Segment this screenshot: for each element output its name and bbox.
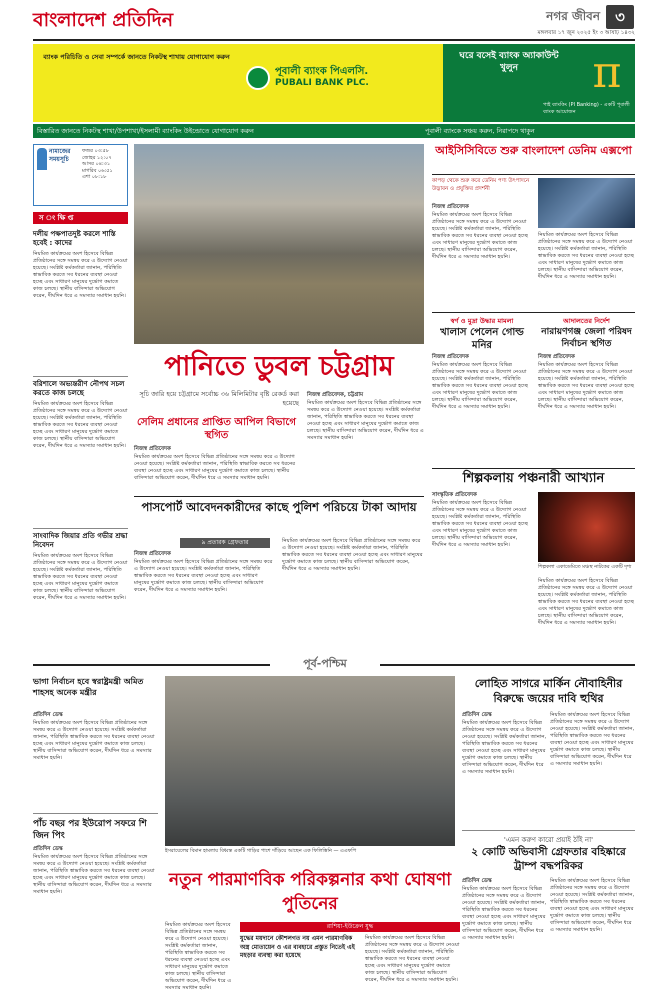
prayer-time-row: মাগরিব ০৬:৫১ [82,167,113,174]
sidebar-item-title: দলীয় পক্ষপাতদুষ্ট করলে শাস্তি হবেই : কাদের [33,230,116,247]
issue-date: মঙ্গলবার ১৭ জুন ২০২৫ ইং ৩ আষাঢ় ১৪৩২ [537,30,635,36]
sidebar-item-title: বরিশালে অভ্যন্তরীণ নৌপথ সচল করতে কাজ চলছে [33,380,125,397]
section-label: পূর্ব-পশ্চিম [270,655,380,673]
passport-body: নিয়মিত কার্যক্রমের অংশ হিসেবে বিভিন্ন প্রতিষ্ঠানের সঙ্গে সমন্বয় করে এ উদ্যোগ নেওয়া হয়েছে। সংশ্লিষ্ট কর্মকর্তারা জানান, পরিস্থিতি স্বাভাবিক করতে সব ধরনের ব্যবস্থা নেওয়া হচ্ছে এবং সাধারণ মানুষের দুর্ভোগ কমাতে কাজ চলছে। স্থানীয় বাসিন্দারা অভিযোগ করেন, দীর্ঘদিন ধরে এ সমস্যার সমাধান হয়নি। [134,559,273,593]
redsea-body-col2: নিয়মিত কার্যক্রমের অংশ হিসেবে বিভিন্ন প্রতিষ্ঠানের সঙ্গে সমন্বয় করে এ উদ্যোগ নেওয়া হয়েছে। সংশ্লিষ্ট কর্মকর্তারা জানান, পরিস্থিতি স্বাভাবিক করতে সব ধরনের ব্যবস্থা নেওয়া হচ্ছে এবং সাধারণ মানুষের দুর্ভোগ কমাতে কাজ চলছে। স্থানীয় বাসিন্দারা অভিযোগ করেন, দীর্ঘদিন ধরে এ সমস্যার সমাধান হয়নি। [550,712,635,767]
sidebar-item [33,532,128,665]
election-byline: নিজস্ব প্রতিবেদক [538,354,575,360]
selim-body: নিয়মিত কার্যক্রমের অংশ হিসেবে বিভিন্ন প্রতিষ্ঠানের সঙ্গে সমন্বয় করে এ উদ্যোগ নেওয়া হয়েছে। সংশ্লিষ্ট কর্মকর্তারা জানান, পরিস্থিতি স্বাভাবিক করতে সব ধরনের ব্যবস্থা নেওয়া হচ্ছে এবং সাধারণ মানুষের দুর্ভোগ কমাতে কাজ চলছে। স্থানীয় বাসিন্দারা অভিযোগ করেন, দীর্ঘদিন ধরে এ সমস্যার সমাধান হয়নি। [134,454,296,481]
sidebar-item [33,230,128,381]
art-body: নিয়মিত কার্যক্রমের অংশ হিসেবে বিভিন্ন প্রতিষ্ঠানের সঙ্গে সমন্বয় করে এ উদ্যোগ নেওয়া হয়েছে। সংশ্লিষ্ট কর্মকর্তারা জানান, পরিস্থিতি স্বাভাবিক করতে সব ধরনের ব্যবস্থা নেওয়া হচ্ছে এবং সাধারণ মানুষের দুর্ভোগ কমাতে কাজ চলছে। স্থানীয় বাসিন্দারা অভিযোগ করেন, দীর্ঘদিন ধরে এ সমস্যার সমাধান হয়নি। [432,500,529,548]
trump-quote: 'এমন করুণ কারো প্রয়াই ঠাঁই না' [503,836,594,844]
passport-byline: নিজস্ব প্রতিবেদক [134,551,171,557]
header-rule [33,39,635,41]
main-body: নিয়মিত কার্যক্রমের অংশ হিসেবে বিভিন্ন প্রতিষ্ঠানের সঙ্গে সমন্বয় করে এ উদ্যোগ নেওয়া হয়েছে। সংশ্লিষ্ট কর্মকর্তারা জানান, পরিস্থিতি স্বাভাবিক করতে সব ধরনের ব্যবস্থা নেওয়া হচ্ছে এবং সাধারণ মানুষের দুর্ভোগ কমাতে কাজ চলছে। স্থানীয় বাসিন্দারা অভিযোগ করেন, দীর্ঘদিন ধরে এ সমস্যার সমাধান হয়নি। [307,400,424,441]
sidebar-item-body: নিয়মিত কার্যক্রমের অংশ হিসেবে বিভিন্ন প্রতিষ্ঠানের সঙ্গে সমন্বয় করে এ উদ্যোগ নেওয়া হয়েছে। সংশ্লিষ্ট কর্মকর্তারা জানান, পরিস্থিতি স্বাভাবিক করতে সব ধরনের ব্যবস্থা নেওয়া হচ্ছে এবং সাধারণ মানুষের দুর্ভোগ কমাতে কাজ চলছে। স্থানীয় বাসিন্দারা অভিযোগ করেন, দীর্ঘদিন ধরে এ সমস্যার সমাধান হয়নি। [33,401,128,449]
election-label: আদালতের নির্দেশ [563,317,610,325]
trump-body-col2: নিয়মিত কার্যক্রমের অংশ হিসেবে বিভিন্ন প্রতিষ্ঠানের সঙ্গে সমন্বয় করে এ উদ্যোগ নেওয়া হয়েছে। সংশ্লিষ্ট কর্মকর্তারা জানান, পরিস্থিতি স্বাভাবিক করতে সব ধরনের ব্যবস্থা নেওয়া হচ্ছে এবং সাধারণ মানুষের দুর্ভোগ কমাতে কাজ চলছে। স্থানীয় বাসিন্দারা অভিযোগ করেন, দীর্ঘদিন ধরে এ সমস্যার সমাধান হয়নি। [550,878,635,933]
divider [432,468,635,469]
sidebar-item-body: নিয়মিত কার্যক্রমের অংশ হিসেবে বিভিন্ন প্রতিষ্ঠানের সঙ্গে সমন্বয় করে এ উদ্যোগ নেওয়া হয়েছে। সংশ্লিষ্ট কর্মকর্তারা জানান, পরিস্থিতি স্বাভাবিক করতে সব ধরনের ব্যবস্থা নেওয়া হচ্ছে এবং সাধারণ মানুষের দুর্ভোগ কমাতে কাজ চলছে। স্থানীয় বাসিন্দারা অভিযোগ করেন, দীর্ঘদিন ধরে এ সমস্যার সমাধান হয়নি। [33,251,128,299]
main-headline: পানিতে ডুবল চট্টগ্রাম [164,351,394,382]
west-headline-1: ভাগা নির্বাচন হবে স্বরাষ্ট্রমন্ত্রী অমিত শাহসহ অনেক মন্ত্রীর [33,677,144,697]
gold-byline: নিজস্ব প্রতিবেদক [432,354,469,360]
redsea-byline: প্রতিদিন ডেস্ক [462,712,492,718]
newspaper-logo: বাংলাদেশ প্রতিদিন [33,9,174,31]
denim-photo [538,178,635,228]
main-deck: সূচি জারি হয়ে চট্টগ্রামে সর্বোচ্চ ৩৬ মিলিমিটার বৃষ্টি রেকর্ড করা হয়েছে [139,390,299,407]
putin-box: যুদ্ধের ময়দানে কৌশলগত নয় এমন পারমাণবিক অস্ত্র মোতায়েন ও এর ব্যবহারে প্রস্তুত নিতেই এই মহড়ার ব্যবস্থা করা হয়েছে [240,935,355,959]
stage-photo [538,492,635,562]
gold-body: নিয়মিত কার্যক্রমের অংশ হিসেবে বিভিন্ন প্রতিষ্ঠানের সঙ্গে সমন্বয় করে এ উদ্যোগ নেওয়া হয়েছে। সংশ্লিষ্ট কর্মকর্তারা জানান, পরিস্থিতি স্বাভাবিক করতে সব ধরনের ব্যবস্থা নেওয়া হচ্ছে এবং সাধারণ মানুষের দুর্ভোগ কমাতে কাজ চলছে। স্থানীয় বাসিন্দারা অভিযোগ করেন, দীর্ঘদিন ধরে এ সমস্যার সমাধান হয়নি। [432,362,529,410]
divider [33,813,158,814]
redsea-body: নিয়মিত কার্যক্রমের অংশ হিসেবে বিভিন্ন প্রতিষ্ঠানের সঙ্গে সমন্বয় করে এ উদ্যোগ নেওয়া হয়েছে। সংশ্লিষ্ট কর্মকর্তারা জানান, পরিস্থিতি স্বাভাবিক করতে সব ধরনের ব্যবস্থা নেওয়া হচ্ছে এবং সাধারণ মানুষের দুর্ভোগ কমাতে কাজ চলছে। স্থানীয় বাসিন্দারা অভিযোগ করেন, দীর্ঘদিন ধরে এ সমস্যার সমাধান হয়নি। [462,720,547,775]
selim-headline: সেলিম প্রধানের প্রাপ্তিত আপিল বিভাগে স্থগিত [137,417,296,441]
pi-logo-icon: π [592,47,622,98]
ad-bottom-right: পূবালী ব্যাংকে সঞ্চয় করুন, নিরাপদে থাকুন [425,127,535,135]
election-headline: নারায়ণগঞ্জ জেলা পরিষদ নির্বাচন স্থগিত [541,327,632,349]
bank-logo-icon [246,66,270,90]
page-number: ৩ [606,5,634,29]
redsea-headline: লোহিত সাগরে মার্কিন নৌবাহিনীর বিরুদ্ধে জয়ের দাবি হুথির [474,677,623,705]
mosque-icon [37,148,47,170]
sidebar-item-title: সাংবাদিক জিয়ার প্রতি গভীর শ্রদ্ধা নিবেদন [33,532,128,549]
art-byline: সাংস্কৃতিক প্রতিবেদক [432,492,477,498]
trump-body: নিয়মিত কার্যক্রমের অংশ হিসেবে বিভিন্ন প্রতিষ্ঠানের সঙ্গে সমন্বয় করে এ উদ্যোগ নেওয়া হয়েছে। সংশ্লিষ্ট কর্মকর্তারা জানান, পরিস্থিতি স্বাভাবিক করতে সব ধরনের ব্যবস্থা নেওয়া হচ্ছে এবং সাধারণ মানুষের দুর্ভোগ কমাতে কাজ চলছে। স্থানীয় বাসিন্দারা অভিযোগ করেন, দীর্ঘদিন ধরে এ সমস্যার সমাধান হয়নি। [462,886,547,941]
ad-product: পাই ব্যাংকিং (PI Banking) - একটি পূবালী ব্যাংক আয়োজন [543,102,630,115]
section-title: নগর জীবন [546,9,600,23]
ad-slogan: ঘরে বসেই ব্যাংক অ্যাকাউন্ট খুলুন [459,51,559,73]
west-byline-1: প্রতিদিন ডেস্ক [33,712,63,718]
divider [33,376,128,377]
pubali-bank-ad[interactable] [33,44,635,122]
masthead [33,8,223,36]
art-caption: শিল্পকলা একাডেমিতে মঞ্চস্থ নাটকের একটি দৃশ্য [538,564,632,570]
ad-right-panel [443,44,635,122]
passport-headline: পাসপোর্ট আবেদনকারীদের কাছে পুলিশ পরিচয়ে টাকা আদায় [141,500,417,514]
west-body-2: নিয়মিত কার্যক্রমের অংশ হিসেবে বিভিন্ন প্রতিষ্ঠানের সঙ্গে সমন্বয় করে এ উদ্যোগ নেওয়া হয়েছে। সংশ্লিষ্ট কর্মকর্তারা জানান, পরিস্থিতি স্বাভাবিক করতে সব ধরনের ব্যবস্থা নেওয়া হচ্ছে এবং সাধারণ মানুষের দুর্ভোগ কমাতে কাজ চলছে। স্থানীয় বাসিন্দারা অভিযোগ করেন, দীর্ঘদিন ধরে এ সমস্যার সমাধান হয়নি। [33,854,155,895]
passport-body-col2: নিয়মিত কার্যক্রমের অংশ হিসেবে বিভিন্ন প্রতিষ্ঠানের সঙ্গে সমন্বয় করে এ উদ্যোগ নেওয়া হয়েছে। সংশ্লিষ্ট কর্মকর্তারা জানান, পরিস্থিতি স্বাভাবিক করতে সব ধরনের ব্যবস্থা নেওয়া হচ্ছে এবং সাধারণ মানুষের দুর্ভোগ কমাতে কাজ চলছে। স্থানীয় বাসিন্দারা অভিযোগ করেন, দীর্ঘদিন ধরে এ সমস্যার সমাধান হয়নি। [282,538,423,572]
west-byline-2: প্রতিদিন ডেস্ক [33,846,63,852]
sidebar-item [33,380,128,531]
flood-photo [134,144,424,344]
prayer-time-row: আসর ০৪:৩১ [82,161,111,167]
ad-bottom-left: বিস্তারিত জানতে নিকটস্থ শাখা/উপশাখা/ইসলামী ব্যাংকিং উইন্ডোতে যোগাযোগ করুন [37,127,254,135]
west-headline-2: পাঁচ বছর পর ইউরোপ সফরে শি জিন পিং [33,819,147,841]
expo-byline: নিজস্ব প্রতিবেদক [432,204,469,210]
divider [462,830,635,831]
divider [432,312,635,313]
putin-body-col2: নিয়মিত কার্যক্রমের অংশ হিসেবে বিভিন্ন প্রতিষ্ঠানের সঙ্গে সমন্বয় করে এ উদ্যোগ নেওয়া হয়েছে। সংশ্লিষ্ট কর্মকর্তারা জানান, পরিস্থিতি স্বাভাবিক করতে সব ধরনের ব্যবস্থা নেওয়া হচ্ছে এবং সাধারণ মানুষের দুর্ভোগ কমাতে কাজ চলছে। স্থানীয় বাসিন্দারা অভিযোগ করেন, দীর্ঘদিন ধরে এ সমস্যার সমাধান হয়নি। [365,935,460,983]
art-headline: শিল্পকলায় পঞ্চনারী আখ্যান [462,471,605,486]
main-byline: নিজস্ব প্রতিবেদক, চট্টগ্রাম [307,392,364,398]
prayer-time-row: এশা ০৮:১৮ [82,174,107,180]
prayer-times-box [33,144,128,206]
expo-body: নিয়মিত কার্যক্রমের অংশ হিসেবে বিভিন্ন প্রতিষ্ঠানের সঙ্গে সমন্বয় করে এ উদ্যোগ নেওয়া হয়েছে। সংশ্লিষ্ট কর্মকর্তারা জানান, পরিস্থিতি স্বাভাবিক করতে সব ধরনের ব্যবস্থা নেওয়া হচ্ছে এবং সাধারণ মানুষের দুর্ভোগ কমাতে কাজ চলছে। স্থানীয় বাসিন্দারা অভিযোগ করেন, দীর্ঘদিন ধরে এ সমস্যার সমাধান হয়নি। [432,212,529,260]
ad-left-text: ব্যাংক পরিচিতি ও সেবা সম্পর্কে জানতে নিকটস্থ শাখায় যোগাযোগ করুন [43,53,230,61]
art-body-col2: নিয়মিত কার্যক্রমের অংশ হিসেবে বিভিন্ন প্রতিষ্ঠানের সঙ্গে সমন্বয় করে এ উদ্যোগ নেওয়া হয়েছে। সংশ্লিষ্ট কর্মকর্তারা জানান, পরিস্থিতি স্বাভাবিক করতে সব ধরনের ব্যবস্থা নেওয়া হচ্ছে এবং সাধারণ মানুষের দুর্ভোগ কমাতে কাজ চলছে। স্থানীয় বাসিন্দারা অভিযোগ করেন, দীর্ঘদিন ধরে এ সমস্যার সমাধান হয়নি। [538,578,635,626]
prayer-time-row: ফজর ০৩:৫৮ [82,148,110,154]
sidebar-tag: স ং ক্ষি প্ত [33,212,128,224]
sidebar-item-body: নিয়মিত কার্যক্রমের অংশ হিসেবে বিভিন্ন প্রতিষ্ঠানের সঙ্গে সমন্বয় করে এ উদ্যোগ নেওয়া হয়েছে। সংশ্লিষ্ট কর্মকর্তারা জানান, পরিস্থিতি স্বাভাবিক করতে সব ধরনের ব্যবস্থা নেওয়া হচ্ছে এবং সাধারণ মানুষের দুর্ভোগ কমাতে কাজ চলছে। স্থানীয় বাসিন্দারা অভিযোগ করেন, দীর্ঘদিন ধরে এ সমস্যার সমাধান হয়নি। [33,553,128,601]
ad-bottom-strip [33,124,635,138]
selim-byline: নিজস্ব প্রতিবেদক [134,446,171,452]
gold-headline: খালাস পেলেন গোল্ড মনির [440,327,524,351]
election-body: নিয়মিত কার্যক্রমের অংশ হিসেবে বিভিন্ন প্রতিষ্ঠানের সঙ্গে সমন্বয় করে এ উদ্যোগ নেওয়া হয়েছে। সংশ্লিষ্ট কর্মকর্তারা জানান, পরিস্থিতি স্বাভাবিক করতে সব ধরনের ব্যবস্থা নেওয়া হচ্ছে এবং সাধারণ মানুষের দুর্ভোগ কমাতে কাজ চলছে। স্থানীয় বাসিন্দারা অভিযোগ করেন, দীর্ঘদিন ধরে এ সমস্যার সমাধান হয়নি। [538,362,635,410]
gold-label: স্বর্ণ ও মুদ্রা উদ্ধার মামলা [450,317,514,325]
divider [134,496,424,497]
west-body-1: নিয়মিত কার্যক্রমের অংশ হিসেবে বিভিন্ন প্রতিষ্ঠানের সঙ্গে সমন্বয় করে এ উদ্যোগ নেওয়া হয়েছে। সংশ্লিষ্ট কর্মকর্তারা জানান, পরিস্থিতি স্বাভাবিক করতে সব ধরনের ব্যবস্থা নেওয়া হচ্ছে এবং সাধারণ মানুষের দুর্ভোগ কমাতে কাজ চলছে। স্থানীয় বাসিন্দারা অভিযোগ করেন, দীর্ঘদিন ধরে এ সমস্যার সমাধান হয়নি। [33,720,155,761]
bank-name-bn: পূবালী ব্যাংক পিএলসি. [275,66,369,77]
prayer-time-row: জোহর ১২:০৭ [82,154,112,161]
divider [432,174,635,175]
divider [33,528,128,529]
trump-byline: প্রতিদিন ডেস্ক [462,878,492,884]
bank-name-en: PUBALI BANK PLC. [275,78,369,88]
putin-tag: রাশিয়া-ইউক্রেন যুদ্ধ [240,922,460,932]
prayer-list [82,148,127,181]
trump-headline: ২ কোটি অভিবাসী গ্রেফতার বহিষ্কারে ট্রাম্প বদ্ধপরিকর [471,846,626,872]
passport-tag: ৯ প্রতারক গ্রেফতার [180,538,270,548]
putin-body: নিয়মিত কার্যক্রমের অংশ হিসেবে বিভিন্ন প্রতিষ্ঠানের সঙ্গে সমন্বয় করে এ উদ্যোগ নেওয়া হয়েছে। সংশ্লিষ্ট কর্মকর্তারা জানান, পরিস্থিতি স্বাভাবিক করতে সব ধরনের ব্যবস্থা নেওয়া হচ্ছে এবং সাধারণ মানুষের দুর্ভোগ কমাতে কাজ চলছে। স্থানীয় বাসিন্দারা অভিযোগ করেন, দীর্ঘদিন ধরে এ সমস্যার সমাধান হয়নি। [165,922,232,991]
photo-caption: ইসরায়েলের বিমান হামলায় বিধ্বস্ত একটি গাড়ির পাশে দাঁড়িয়ে আছেন এক ফিলিস্তিনি — এএফপি [165,848,357,854]
expo-sub: কাপড় থেকে শুরু করে ডেনিম পণ্য উৎপাদনে উদ্ভাবন ও প্রযুক্তির প্রদর্শনী [432,178,530,192]
putin-headline: নতুন পারমাণবিক পরিকল্পনার কথা ঘোষণা পুতিনের [168,870,452,914]
prayer-title: নামাজের সময়সূচি [49,148,71,163]
expo-body-col2: নিয়মিত কার্যক্রমের অংশ হিসেবে বিভিন্ন প্রতিষ্ঠানের সঙ্গে সমন্বয় করে এ উদ্যোগ নেওয়া হয়েছে। সংশ্লিষ্ট কর্মকর্তারা জানান, পরিস্থিতি স্বাভাবিক করতে সব ধরনের ব্যবস্থা নেওয়া হচ্ছে এবং সাধারণ মানুষের দুর্ভোগ কমাতে কাজ চলছে। স্থানীয় বাসিন্দারা অভিযোগ করেন, দীর্ঘদিন ধরে এ সমস্যার সমাধান হয়নি। [538,232,635,280]
gaza-photo [165,676,455,846]
expo-headline: আইসিসিবিতে শুরু বাংলাদেশ ডেনিম এক্সপো [435,144,632,157]
